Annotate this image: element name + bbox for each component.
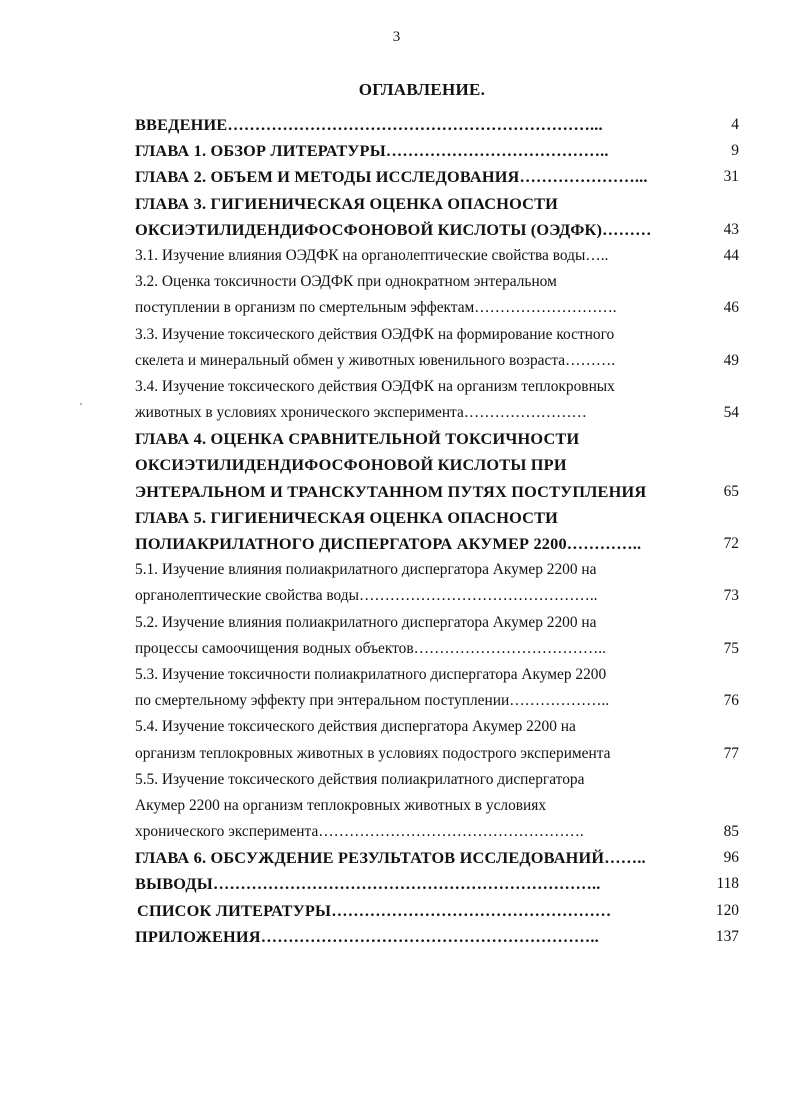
toc-entry-line: 5.4. Изучение токсического действия диспергатора Акумер 2200 на	[135, 718, 576, 736]
toc-entry	[135, 426, 739, 505]
toc-entry-line: ГЛАВА 1. ОБЗОР ЛИТЕРАТУРЫ…………………………………..	[135, 141, 609, 161]
toc-page-number: 118	[716, 875, 739, 893]
toc-page-number: 65	[723, 482, 739, 500]
toc-entry	[135, 898, 739, 924]
toc-entry-line: ОКСИЭТИЛИДЕНДИФОСФОНОВОЙ КИСЛОТЫ ПРИ	[135, 455, 567, 475]
toc-page-number: 44	[723, 246, 739, 264]
toc-entry-line: животных в условиях хронического эксперимента……………………	[135, 404, 587, 422]
scan-speck	[80, 403, 82, 405]
toc-page-number: 77	[723, 744, 739, 762]
toc-entry-line: ЭНТЕРАЛЬНОМ И ТРАНСКУТАННОМ ПУТЯХ ПОСТУПЛЕНИЯ	[135, 481, 647, 501]
toc-entry-line: поступлении в организм по смертельным эффектам……………………….	[135, 299, 617, 317]
toc-entry-line: Акумер 2200 на организм теплокровных животных в условиях	[135, 796, 547, 814]
toc-page-number: 72	[723, 535, 739, 552]
toc-entry-line: ГЛАВА 2. ОБЪЕМ И МЕТОДЫ ИССЛЕДОВАНИЯ…………………...	[135, 167, 648, 187]
toc-entry	[135, 322, 739, 374]
toc-entry-line: ГЛАВА 5. ГИГИЕНИЧЕСКАЯ ОЦЕНКА ОПАСНОСТИ	[135, 507, 559, 527]
toc-entry	[135, 557, 739, 609]
toc-page-number: 73	[723, 587, 739, 605]
toc-entry-line: организм теплокровных животных в условиях подострого эксперимента	[135, 744, 611, 762]
toc-entry-line: ОКСИЭТИЛИДЕНДИФОСФОНОВОЙ КИСЛОТЫ (ОЭДФК)………	[135, 219, 652, 239]
toc-entry-line: 5.1. Изучение влияния полиакрилатного диспергатора Акумер 2200 на	[135, 561, 597, 579]
toc-entry-line: 3.1. Изучение влияния ОЭДФК на органолептические свойства воды…..	[135, 246, 609, 264]
toc-entry-line: 5.3. Изучение токсичности полиакрилатного диспергатора Акумер 2200	[135, 665, 607, 683]
table-of-contents	[135, 112, 739, 950]
toc-entry	[135, 269, 739, 321]
toc-entry	[135, 610, 739, 662]
toc-entry	[135, 505, 739, 557]
toc-entry-line: скелета и минеральный обмен у животных ювенильного возраста……….	[135, 351, 616, 369]
toc-entry-line: органолептические свойства воды………………………………………..	[135, 587, 598, 605]
toc-page-number: 120	[715, 901, 739, 919]
toc-page-number: 49	[723, 351, 739, 369]
toc-entry-line: 5.2. Изучение влияния полиакрилатного диспергатора Акумер 2200 на	[135, 613, 597, 631]
toc-page-number: 31	[723, 168, 739, 186]
toc-entry-line: ПРИЛОЖЕНИЯ……………………………………………………..	[135, 926, 599, 946]
toc-entry-line: 3.4. Изучение токсического действия ОЭДФК на организм теплокровных	[135, 377, 615, 395]
toc-entry-line: СПИСОК ЛИТЕРАТУРЫ……………………………………………	[137, 900, 612, 920]
toc-page-number: 9	[731, 142, 739, 160]
toc-page-number: 4	[731, 116, 739, 133]
toc-entry-line: ГЛАВА 4. ОЦЕНКА СРАВНИТЕЛЬНОЙ ТОКСИЧНОСТИ	[135, 429, 580, 449]
page-number: 3	[392, 29, 401, 45]
toc-entry	[135, 138, 739, 164]
toc-page-number: 54	[723, 404, 739, 422]
toc-entry-line: процессы самоочищения водных объектов………………………………..	[135, 639, 607, 657]
toc-entry-line: ГЛАВА 3. ГИГИЕНИЧЕСКАЯ ОЦЕНКА ОПАСНОСТИ	[135, 193, 559, 213]
toc-entry-line: 3.2. Оценка токсичности ОЭДФК при однократном энтеральном	[135, 273, 557, 291]
toc-entry-line: по смертельному эффекту при энтеральном поступлении………………..	[135, 692, 610, 710]
toc-page-number: 75	[723, 639, 739, 657]
page-title: ОГЛАВЛЕНИЕ.	[358, 80, 486, 99]
toc-entry-line: ГЛАВА 6. ОБСУЖДЕНИЕ РЕЗУЛЬТАТОВ ИССЛЕДОВАНИЙ……..	[135, 848, 646, 868]
toc-entry-line: 5.5. Изучение токсического действия полиакрилатного диспергатора	[135, 770, 585, 788]
toc-page-number: 85	[723, 823, 739, 841]
toc-entry	[135, 164, 739, 190]
toc-entry	[135, 112, 739, 138]
toc-page-number: 43	[723, 220, 739, 238]
toc-page-number: 137	[715, 927, 739, 945]
toc-entry	[135, 767, 739, 846]
toc-entry	[135, 714, 739, 766]
toc-entry-line: 3.3. Изучение токсического действия ОЭДФК на формирование костного	[135, 325, 615, 343]
toc-entry-line: хронического эксперимента…………………………………………….	[135, 823, 584, 841]
toc-entry	[135, 374, 739, 426]
toc-entry	[135, 871, 739, 897]
toc-entry	[135, 191, 739, 243]
toc-page-number: 96	[723, 849, 739, 867]
toc-entry-line: ВЫВОДЫ……………………………………………………………..	[135, 874, 601, 894]
toc-entry-line: ПОЛИАКРИЛАТНОГО ДИСПЕРГАТОРА АКУМЕР 2200…………..	[135, 534, 642, 553]
toc-entry	[135, 924, 739, 950]
toc-entry	[135, 662, 739, 714]
toc-page-number: 76	[723, 692, 739, 710]
toc-entry	[135, 243, 739, 269]
toc-page-number: 46	[723, 299, 739, 317]
toc-entry	[135, 845, 739, 871]
toc-entry-line: ВВЕДЕНИЕ…………………………………………………………...	[135, 115, 603, 134]
